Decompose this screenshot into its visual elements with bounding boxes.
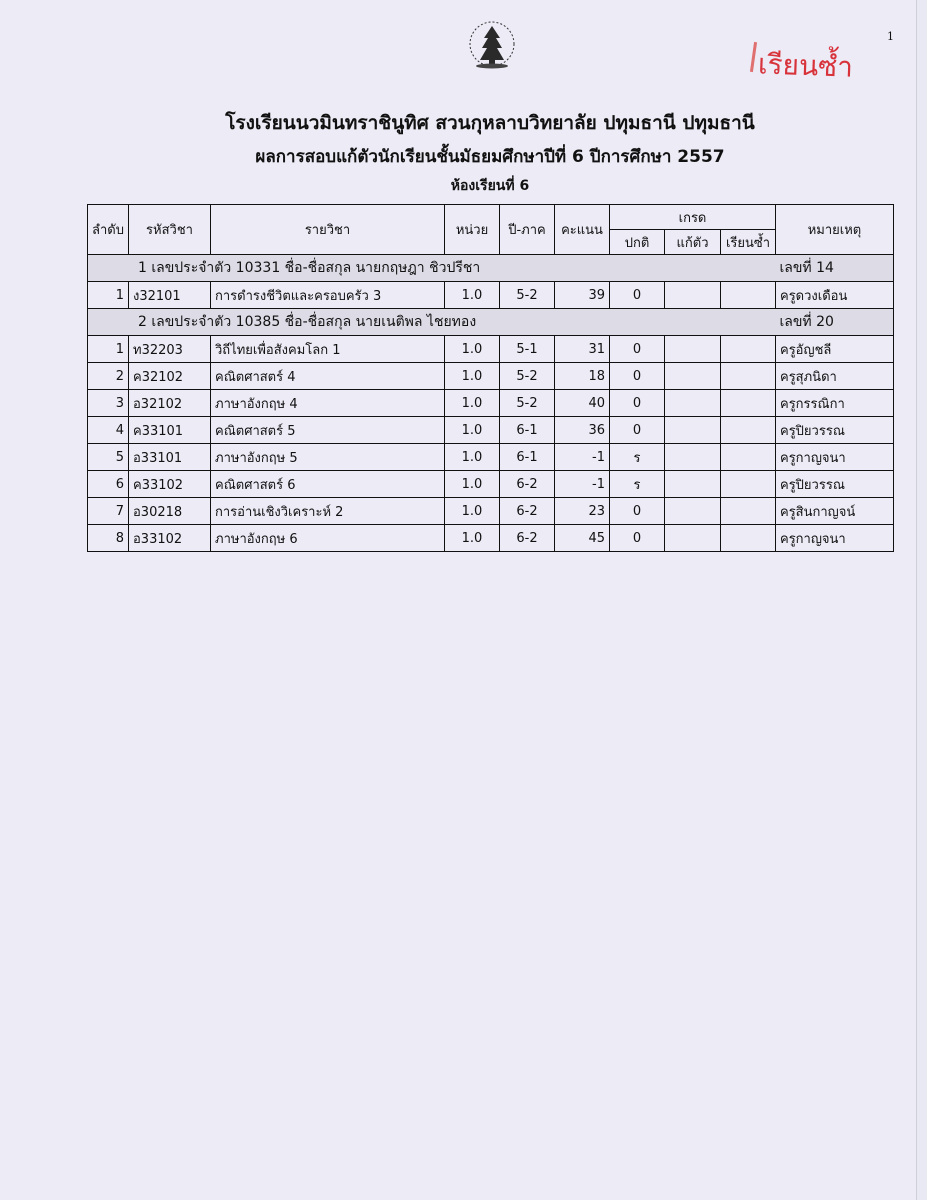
- cell-grade-normal: 0: [610, 498, 665, 525]
- cell-subject: วิถีไทยเพื่อสังคมโลก 1: [211, 336, 445, 363]
- table-row: [88, 417, 894, 444]
- table-row: [88, 444, 894, 471]
- school-title: โรงเรียนนวมินทราชินูทิศ สวนกุหลาบวิทยาลัย ปทุมธานี ปทุมธานี: [225, 112, 755, 134]
- cell-subject: ภาษาอังกฤษ 4: [211, 390, 445, 417]
- cell-code: ท32203: [129, 336, 211, 363]
- cell-score: 36: [555, 417, 610, 444]
- cell-unit: 1.0: [445, 498, 500, 525]
- cell-order: 1: [88, 282, 129, 309]
- table-row: [88, 471, 894, 498]
- cell-score: -1: [555, 444, 610, 471]
- col-remark: หมายเหตุ: [776, 205, 894, 255]
- cell-remark: ครูกาญจนา: [776, 444, 894, 471]
- cell-order: 4: [88, 417, 129, 444]
- cell-grade-repeat: [721, 444, 776, 471]
- cell-grade-repeat: [721, 336, 776, 363]
- cell-grade-normal: ร: [610, 471, 665, 498]
- cell-order: 3: [88, 390, 129, 417]
- col-code: รหัสวิชา: [129, 205, 211, 255]
- col-order: ลำดับ: [88, 205, 129, 255]
- col-grade: เกรด: [610, 205, 776, 230]
- cell-unit: 1.0: [445, 471, 500, 498]
- cell-grade-repeat: [721, 525, 776, 552]
- cell-grade-normal: 0: [610, 417, 665, 444]
- cell-grade-repeat: [721, 363, 776, 390]
- table-row: [88, 390, 894, 417]
- student-heading-row: [88, 255, 894, 282]
- cell-grade-normal: 0: [610, 282, 665, 309]
- cell-term: 5-2: [500, 282, 555, 309]
- cell-remark: ครูสินกาญจน์: [776, 498, 894, 525]
- page-number: 1: [887, 30, 894, 43]
- stamp-mark: [750, 42, 757, 72]
- cell-grade-normal: ร: [610, 444, 665, 471]
- col-grade-normal: ปกติ: [610, 230, 665, 255]
- cell-code: อ30218: [129, 498, 211, 525]
- cell-term: 6-2: [500, 498, 555, 525]
- cell-subject: การดำรงชีวิตและครอบครัว 3: [211, 282, 445, 309]
- student-heading: 1 เลขประจำตัว 10331 ชื่อ-ชื่อสกุล นายกฤษฎา ชิวปรีชา: [88, 255, 776, 282]
- table-row: [88, 525, 894, 552]
- cell-subject: การอ่านเชิงวิเคราะห์ 2: [211, 498, 445, 525]
- cell-term: 5-2: [500, 363, 555, 390]
- cell-code: อ32102: [129, 390, 211, 417]
- col-term: ปี-ภาค: [500, 205, 555, 255]
- cell-score: 39: [555, 282, 610, 309]
- repeat-stamp: เรียนซ้ำ: [757, 47, 854, 84]
- cell-term: 6-1: [500, 444, 555, 471]
- cell-remark: ครูอัญชลี: [776, 336, 894, 363]
- cell-grade-repeat: [721, 390, 776, 417]
- cell-code: ค32102: [129, 363, 211, 390]
- col-grade-retest: แก้ตัว: [665, 230, 721, 255]
- cell-remark: ครูดวงเดือน: [776, 282, 894, 309]
- cell-grade-retest: [665, 336, 721, 363]
- cell-subject: ภาษาอังกฤษ 6: [211, 525, 445, 552]
- cell-subject: ภาษาอังกฤษ 5: [211, 444, 445, 471]
- cell-term: 6-2: [500, 525, 555, 552]
- cell-order: 5: [88, 444, 129, 471]
- col-score: คะแนน: [555, 205, 610, 255]
- cell-unit: 1.0: [445, 444, 500, 471]
- cell-score: 31: [555, 336, 610, 363]
- cell-score: 45: [555, 525, 610, 552]
- cell-grade-retest: [665, 282, 721, 309]
- cell-score: 23: [555, 498, 610, 525]
- table-row: [88, 282, 894, 309]
- cell-unit: 1.0: [445, 390, 500, 417]
- cell-code: ค33102: [129, 471, 211, 498]
- cell-grade-normal: 0: [610, 363, 665, 390]
- cell-grade-repeat: [721, 282, 776, 309]
- cell-term: 5-2: [500, 390, 555, 417]
- cell-subject: คณิตศาสตร์ 4: [211, 363, 445, 390]
- table-row: [88, 363, 894, 390]
- cell-grade-retest: [665, 525, 721, 552]
- student-heading-row: [88, 309, 894, 336]
- cell-code: อ33102: [129, 525, 211, 552]
- cell-order: 6: [88, 471, 129, 498]
- cell-remark: ครูสุภนิดา: [776, 363, 894, 390]
- cell-grade-repeat: [721, 471, 776, 498]
- cell-grade-retest: [665, 444, 721, 471]
- student-heading: 2 เลขประจำตัว 10385 ชื่อ-ชื่อสกุล นายเนติพล ไชยทอง: [88, 309, 776, 336]
- cell-unit: 1.0: [445, 525, 500, 552]
- cell-score: -1: [555, 471, 610, 498]
- cell-grade-retest: [665, 363, 721, 390]
- col-subject: รายวิชา: [211, 205, 445, 255]
- cell-subject: คณิตศาสตร์ 6: [211, 471, 445, 498]
- room-label: ห้องเรียนที่ 6: [450, 178, 530, 194]
- cell-grade-normal: 0: [610, 336, 665, 363]
- cell-code: ง32101: [129, 282, 211, 309]
- cell-grade-retest: [665, 471, 721, 498]
- cell-remark: ครูปิยวรรณ: [776, 471, 894, 498]
- cell-order: 2: [88, 363, 129, 390]
- cell-grade-repeat: [721, 417, 776, 444]
- cell-grade-normal: 0: [610, 525, 665, 552]
- cell-remark: ครูกรรณิกา: [776, 390, 894, 417]
- cell-order: 8: [88, 525, 129, 552]
- cell-code: อ33101: [129, 444, 211, 471]
- col-grade-repeat: เรียนซ้ำ: [721, 230, 776, 255]
- cell-grade-retest: [665, 390, 721, 417]
- table-row: [88, 336, 894, 363]
- cell-grade-repeat: [721, 498, 776, 525]
- cell-term: 6-1: [500, 417, 555, 444]
- cell-score: 40: [555, 390, 610, 417]
- cell-score: 18: [555, 363, 610, 390]
- table-row: [88, 498, 894, 525]
- cell-grade-retest: [665, 417, 721, 444]
- cell-unit: 1.0: [445, 282, 500, 309]
- cell-remark: ครูกาญจนา: [776, 525, 894, 552]
- cell-remark: ครูปิยวรรณ: [776, 417, 894, 444]
- cell-grade-normal: 0: [610, 390, 665, 417]
- report-subtitle: ผลการสอบแก้ตัวนักเรียนชั้นมัธยมศึกษาปีที่ 6 ปีการศึกษา 2557: [255, 147, 725, 167]
- student-seat-number: เลขที่ 14: [776, 255, 894, 282]
- cell-code: ค33101: [129, 417, 211, 444]
- cell-order: 7: [88, 498, 129, 525]
- col-unit: หน่วย: [445, 205, 500, 255]
- cell-term: 5-1: [500, 336, 555, 363]
- grades-table: [87, 204, 894, 552]
- cell-term: 6-2: [500, 471, 555, 498]
- cell-grade-retest: [665, 498, 721, 525]
- cell-order: 1: [88, 336, 129, 363]
- student-seat-number: เลขที่ 20: [776, 309, 894, 336]
- cell-unit: 1.0: [445, 336, 500, 363]
- cell-unit: 1.0: [445, 363, 500, 390]
- cell-subject: คณิตศาสตร์ 5: [211, 417, 445, 444]
- cell-unit: 1.0: [445, 417, 500, 444]
- school-emblem-icon: [462, 18, 522, 74]
